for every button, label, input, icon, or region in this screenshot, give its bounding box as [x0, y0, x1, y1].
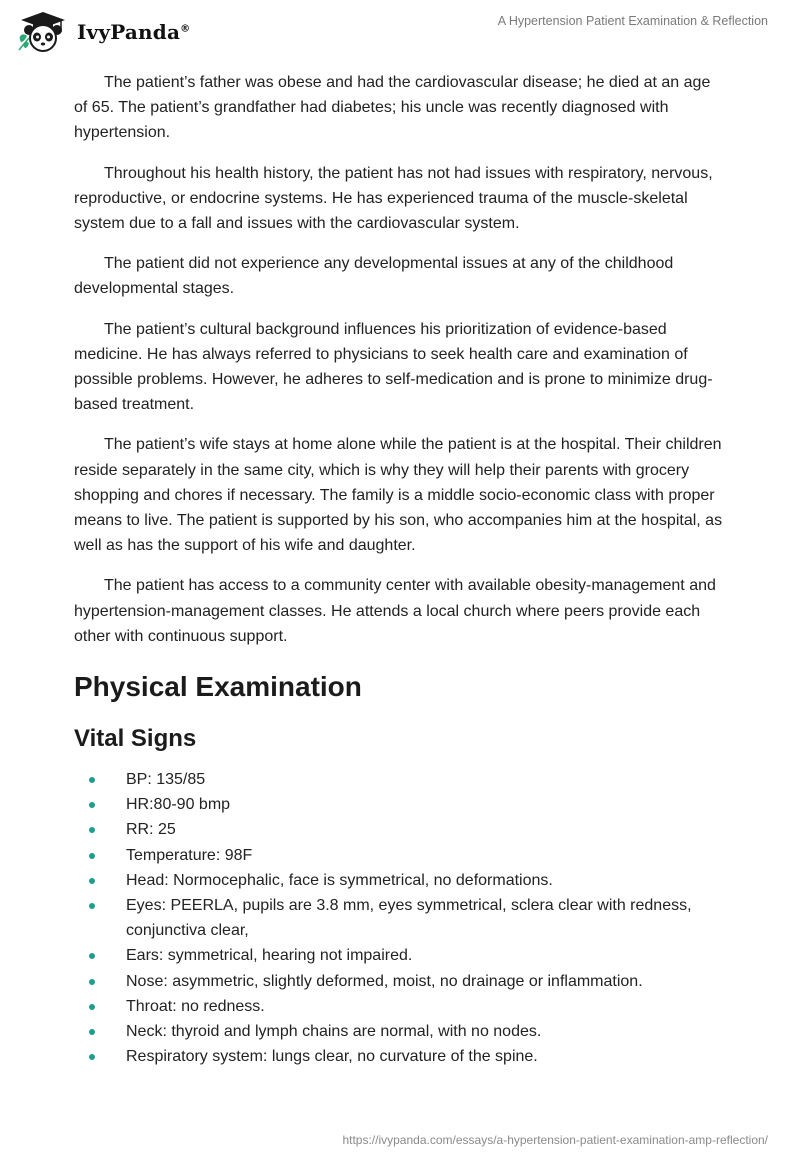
vital-signs-list	[74, 767, 726, 1069]
bullet-icon	[89, 1004, 95, 1010]
bullet-icon	[89, 1029, 95, 1035]
list-item: BP: 135/85	[74, 767, 726, 792]
list-item: Respiratory system: lungs clear, no curvature of the spine.	[74, 1044, 726, 1069]
source-url-link[interactable]: https://ivypanda.com/essays/a-hypertension-patient-examination-amp-reflection/	[342, 1133, 768, 1147]
paragraph-health-history: Throughout his health history, the patient has not had issues with respiratory, nervous, reproductive, or endocrine systems. He has experienced trauma of the muscle-skeletal system due to a fall and issues with the cardiovascular system.	[74, 164, 713, 233]
list-item: HR:80-90 bmp	[74, 792, 726, 817]
bullet-icon	[89, 853, 95, 859]
list-item: Eyes: PEERLA, pupils are 3.8 mm, eyes symmetrical, sclera clear with redness, conjunctiva clear,	[74, 893, 726, 943]
list-item: Nose: asymmetric, slightly deformed, moist, no drainage or inflammation.	[74, 969, 726, 994]
paragraph-community: The patient has access to a community center with available obesity-management and hypertension-management classes. He attends a local church where peers provide each other with continuous support.	[74, 577, 716, 645]
subsection-heading: Vital Signs	[74, 725, 197, 753]
bullet-icon	[89, 878, 95, 884]
page-header	[0, 0, 800, 64]
bullet-icon	[89, 953, 95, 959]
bullet-icon	[89, 802, 95, 808]
bullet-icon	[89, 827, 95, 833]
bullet-icon	[89, 1054, 95, 1060]
ivypanda-logo[interactable]	[15, 10, 190, 54]
section-heading: Physical Examination	[74, 671, 362, 703]
document-body	[74, 70, 726, 1070]
list-item: Temperature: 98F	[74, 843, 726, 868]
list-item: Head: Normocephalic, face is symmetrical, no deformations.	[74, 868, 726, 893]
brand-name: IvyPanda®	[77, 20, 191, 44]
panda-logo-icon	[15, 10, 71, 54]
paragraph-family-support: The patient’s wife stays at home alone while the patient is at the hospital. Their children reside separately in the same city, which is why they will help their parents with grocery shopping and chores if necessary. The family is a middle socio-economic class with proper means to live. The patient is supported by his son, who accompanies him at the hospital, as well as has the support of his wife and daughter.	[74, 436, 723, 555]
bullet-icon	[89, 979, 95, 985]
bullet-icon	[89, 777, 95, 783]
list-item: RR: 25	[74, 817, 726, 842]
bullet-icon	[89, 903, 95, 909]
paragraph-cultural: The patient’s cultural background influences his prioritization of evidence-based medicine. He has always referred to physicians to seek health care and examination of possible problems. However, he adheres to self-medication and is prone to minimize drug-based treatment.	[74, 320, 713, 414]
paragraph-developmental: The patient did not experience any developmental issues at any of the childhood developmental stages.	[74, 255, 674, 298]
list-item: Ears: symmetrical, hearing not impaired.	[74, 943, 726, 968]
paragraph-family-history: The patient’s father was obese and had the cardiovascular disease; he died at an age of 65. The patient’s grandfather had diabetes; his uncle was recently diagnosed with hypertension.	[74, 74, 711, 142]
list-item: Neck: thyroid and lymph chains are normal, with no nodes.	[74, 1019, 726, 1044]
list-item: Throat: no redness.	[74, 994, 726, 1019]
document-title: A Hypertension Patient Examination & Reflection	[497, 14, 768, 28]
